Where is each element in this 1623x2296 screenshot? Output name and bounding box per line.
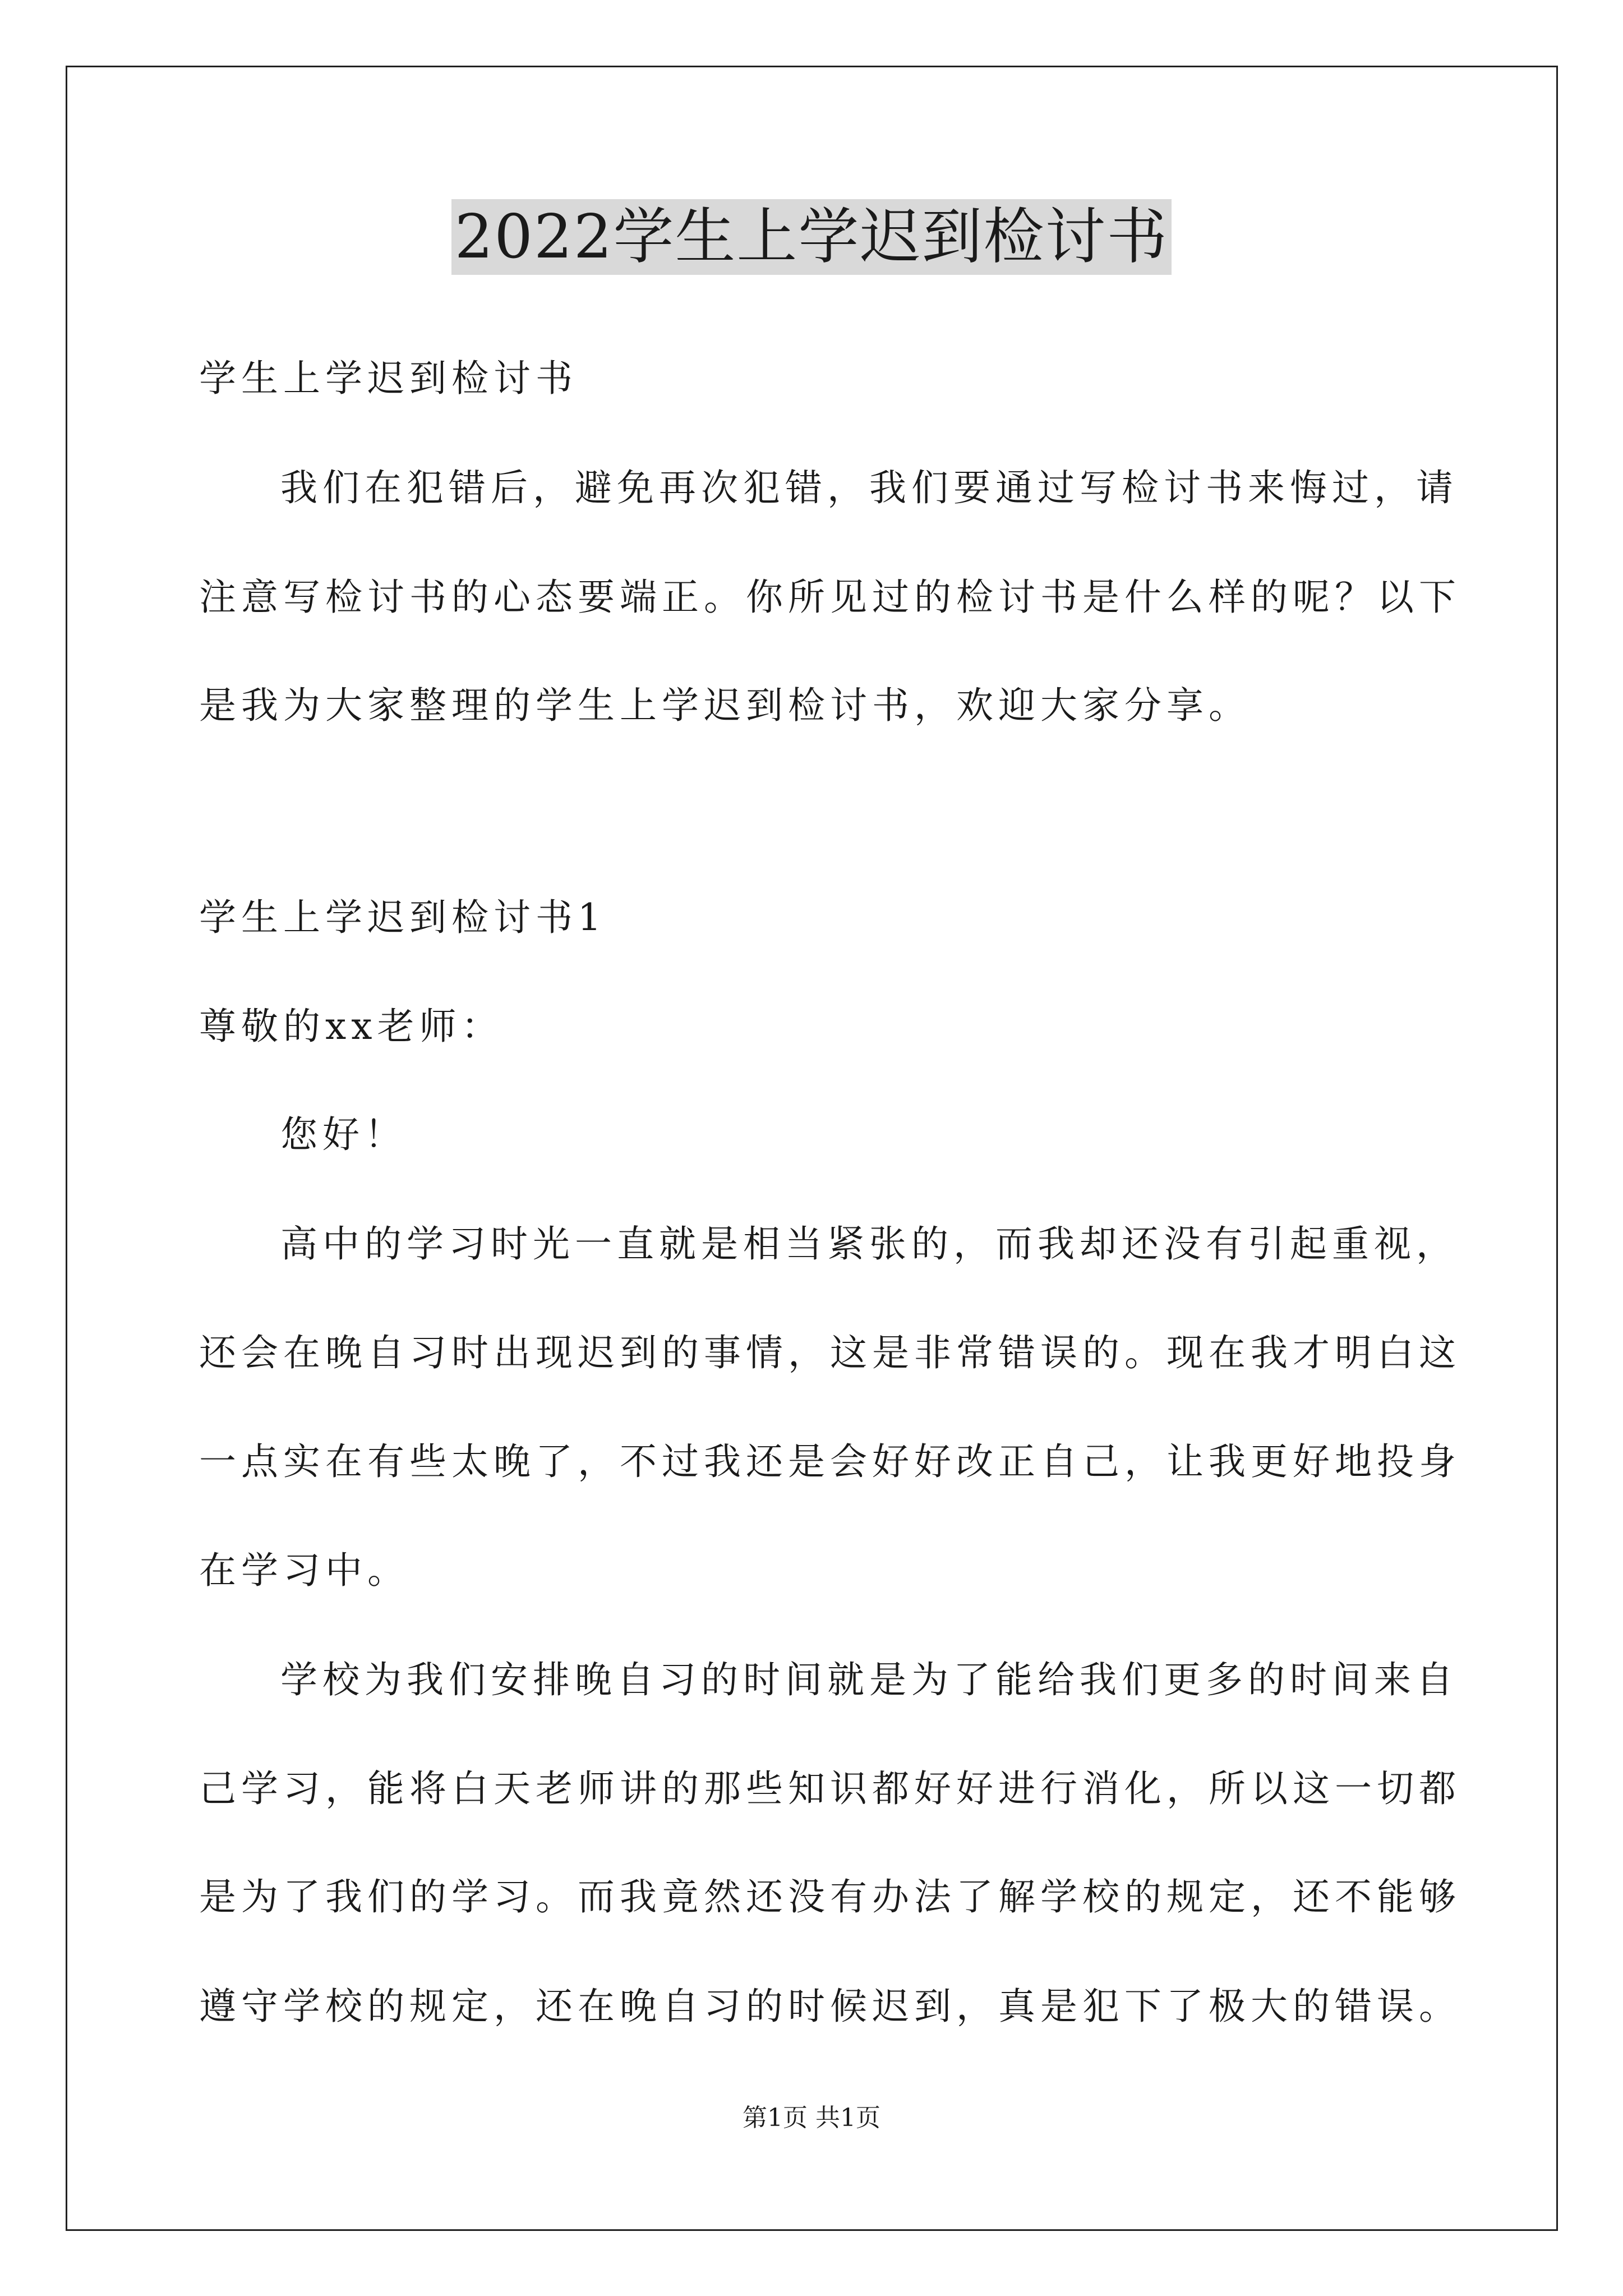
greeting: 您好！ bbox=[280, 1113, 407, 1156]
intro-line-3: 是我为大家整理的学生上学迟到检讨书，欢迎大家分享。 bbox=[199, 684, 1251, 727]
body-line-4: 在学习中。 bbox=[199, 1549, 409, 1592]
body-line-2: 还会在晚自习时出现迟到的事情，这是非常错误的。现在我才明白这 bbox=[199, 1331, 1461, 1374]
intro-line-1: 我们在犯错后，避免再次犯错，我们要通过写检讨书来悔过，请 bbox=[280, 466, 1458, 509]
body-line-5: 学校为我们安排晚自习的时间就是为了能给我们更多的时间来自 bbox=[280, 1658, 1458, 1701]
intro-line-2: 注意写检讨书的心态要端正。你所见过的检讨书是什么样的呢？以下 bbox=[199, 576, 1461, 619]
document-title-text: 2022学生上学迟到检讨书 bbox=[451, 199, 1172, 275]
page-footer: 第1页 共1页 bbox=[743, 2104, 880, 2132]
body-line-1: 高中的学习时光一直就是相当紧张的，而我却还没有引起重视， bbox=[280, 1222, 1458, 1266]
salutation: 尊敬的xx老师： bbox=[199, 1005, 504, 1048]
body-line-8: 遵守学校的规定，还在晚自习的时候迟到，真是犯下了极大的错误。 bbox=[199, 1985, 1461, 2028]
section-heading: 学生上学迟到检讨书1 bbox=[199, 896, 606, 939]
body-line-6: 己学习，能将白天老师讲的那些知识都好好进行消化，所以这一切都 bbox=[199, 1767, 1461, 1810]
document-title bbox=[0, 199, 1623, 275]
subtitle-line: 学生上学迟到检讨书 bbox=[199, 357, 578, 400]
body-line-3: 一点实在有些太晚了，不过我还是会好好改正自己，让我更好地投身 bbox=[199, 1440, 1461, 1483]
body-line-7: 是为了我们的学习。而我竟然还没有办法了解学校的规定，还不能够 bbox=[199, 1875, 1461, 1918]
